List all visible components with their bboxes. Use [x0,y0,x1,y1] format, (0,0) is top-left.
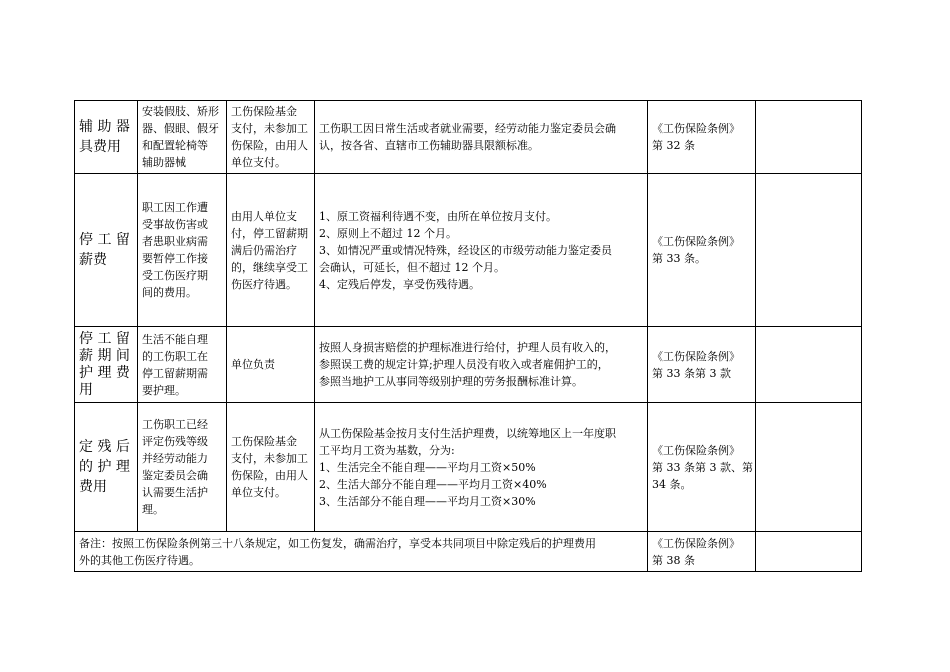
payer-line: 单位支付。 [231,156,286,169]
payer-line: 单位支付。 [231,486,286,499]
basis-line: 《工伤保险条例》 [652,349,740,363]
benefits-table [74,100,862,572]
scope-cell [138,101,227,174]
item-name-cell [75,174,138,327]
scope-line: 并经劳动能力 [142,452,208,465]
scope-line: 者患职业病需 [142,235,208,248]
item-name-line: 停 工 留 [79,232,130,248]
standard-line: 2、生活大部分不能自理——平均月工资×40% [319,477,547,491]
basis-line: 第 32 条 [652,139,695,152]
scope-line: 认需要生活护 [142,486,208,499]
standard-line: 4、定残后停发，享受伤残待遇。 [319,277,480,291]
table-row [75,101,862,174]
payer-cell [227,327,315,403]
scope-line: 要护理。 [142,383,186,397]
item-name-cell [75,101,138,174]
item-name-line: 具费用 [79,139,121,155]
scope-line: 和配置轮椅等 [142,139,208,152]
scope-line: 辅助器械 [142,156,186,169]
payer-line: 工伤保险基金 [231,105,297,118]
scope-line: 停工留薪期需 [142,366,208,380]
item-name-line: 的 护 理 [79,459,130,475]
table-body [75,101,862,572]
scope-line: 安装假肢、矫形 [142,105,219,118]
payer-line: 伤医疗待遇。 [231,277,297,291]
standard-line: 按照人身损害赔偿的护理标准进行给付，护理人员有收入的， [319,341,616,354]
item-name-line: 费用 [79,479,107,495]
standard-line: 工伤职工因日常生活或者就业需要，经劳动能力鉴定委员会确 [319,122,616,135]
scope-line: 要暂停工作接 [142,252,208,265]
item-name-cell [75,403,138,532]
payer-cell [227,403,315,532]
standard-line: 会确认，可延长，但不超过 12 个月。 [319,260,505,274]
payer-cell [227,101,315,174]
scope-line: 器、假眼、假牙 [142,122,219,135]
item-name-line: 辅 助 器 [79,119,130,135]
remarks-cell [756,403,862,532]
scope-cell [138,174,227,327]
standard-cell [315,403,648,532]
scope-line: 理。 [142,503,164,516]
item-name-line: 停 工 留 [79,330,130,347]
table-row [75,403,862,532]
basis-cell [648,403,756,532]
payer-cell [227,174,315,327]
standard-line: 1、生活完全不能自理——平均月工资×50% [319,460,536,474]
item-name-cell [75,327,138,403]
note-line: 外的其他工伤医疗待遇。 [79,553,200,567]
standard-line: 工平均月工资为基数，分为: [319,443,455,457]
basis-cell [648,174,756,327]
remarks-cell [756,532,862,572]
scope-cell [138,403,227,532]
standard-cell [315,327,648,403]
basis-cell [648,101,756,174]
scope-line: 受事故伤害或 [142,218,208,231]
standard-line: 2、原则上不超过 12 个月。 [319,226,457,240]
basis-cell [648,327,756,403]
scope-line: 生活不能自理 [142,332,208,346]
scope-line: 受工伤医疗期 [142,269,208,282]
item-name-line: 护 理 费 [79,364,130,381]
payer-line: 伤保险，由用人 [231,139,308,152]
basis-line: 第 33 条。 [652,252,706,265]
note-row [75,532,862,572]
scope-line: 的工伤职工在 [142,349,208,363]
standard-cell [315,174,648,327]
scope-cell [138,327,227,403]
standard-line: 参照当地护工从事同等级别护理的劳务报酬标准计算。 [319,375,583,388]
payer-line: 的，继续享受工 [231,260,308,274]
basis-line: 《工伤保险条例》 [652,443,740,457]
standard-line: 3、生活部分不能自理——平均月工资×30% [319,494,536,508]
basis-line: 第 33 条第 3 款、第 [652,460,753,474]
table-row [75,174,862,327]
note-basis-cell [648,532,756,572]
payer-line: 满后仍需治疗 [231,243,297,257]
payer-line: 工伤保险基金 [231,435,297,448]
item-name-line: 用 [79,381,93,398]
standard-line: 3、如情况严重或情况特殊，经设区的市级劳动能力鉴定委员 [319,243,612,257]
payer-line: 付，停工留薪期 [231,226,308,240]
scope-line: 间的费用。 [142,286,197,299]
basis-line: 《工伤保险条例》 [652,235,740,248]
remarks-cell [756,174,862,327]
item-name-line: 薪费 [79,252,107,268]
note-line: 备注：按照工伤保险条例第三十八条规定，如工伤复发，确需治疗，享受本共同项目中除定残后的护理费用 [79,536,596,550]
scope-line: 职工因工作遭 [142,201,208,214]
scope-line: 工伤职工已经 [142,418,208,431]
standard-line: 从工伤保险基金按月支付生活护理费，以统筹地区上一年度职 [319,426,616,440]
scope-line: 评定伤残等级 [142,435,208,448]
payer-line: 支付，未参加工 [231,122,308,135]
basis-line: 《工伤保险条例》 [652,536,740,550]
table-row [75,327,862,403]
scope-line: 鉴定委员会确 [142,469,208,482]
remarks-cell [756,327,862,403]
basis-line: 34 条。 [652,477,692,491]
remarks-cell [756,101,862,174]
item-name-line: 薪 期 间 [79,347,130,364]
payer-line: 支付，未参加工 [231,452,308,465]
standard-line: 参照误工费的规定计算;护理人员没有收入或者雇佣护工的， [319,358,609,371]
standard-line: 认，按各省、直辖市工伤辅助器具限额标准。 [319,139,539,152]
basis-line: 《工伤保险条例》 [652,122,740,135]
payer-line: 单位负责 [231,358,275,371]
payer-line: 由用人单位支 [231,209,297,223]
item-name-line: 定 残 后 [79,439,130,455]
standard-line: 1、原工资福利待遇不变，由所在单位按月支付。 [319,209,557,223]
basis-line: 第 33 条第 3 款 [652,366,731,380]
note-cell [75,532,648,572]
payer-line: 伤保险，由用人 [231,469,308,482]
standard-cell [315,101,648,174]
basis-line: 第 38 条 [652,553,695,567]
